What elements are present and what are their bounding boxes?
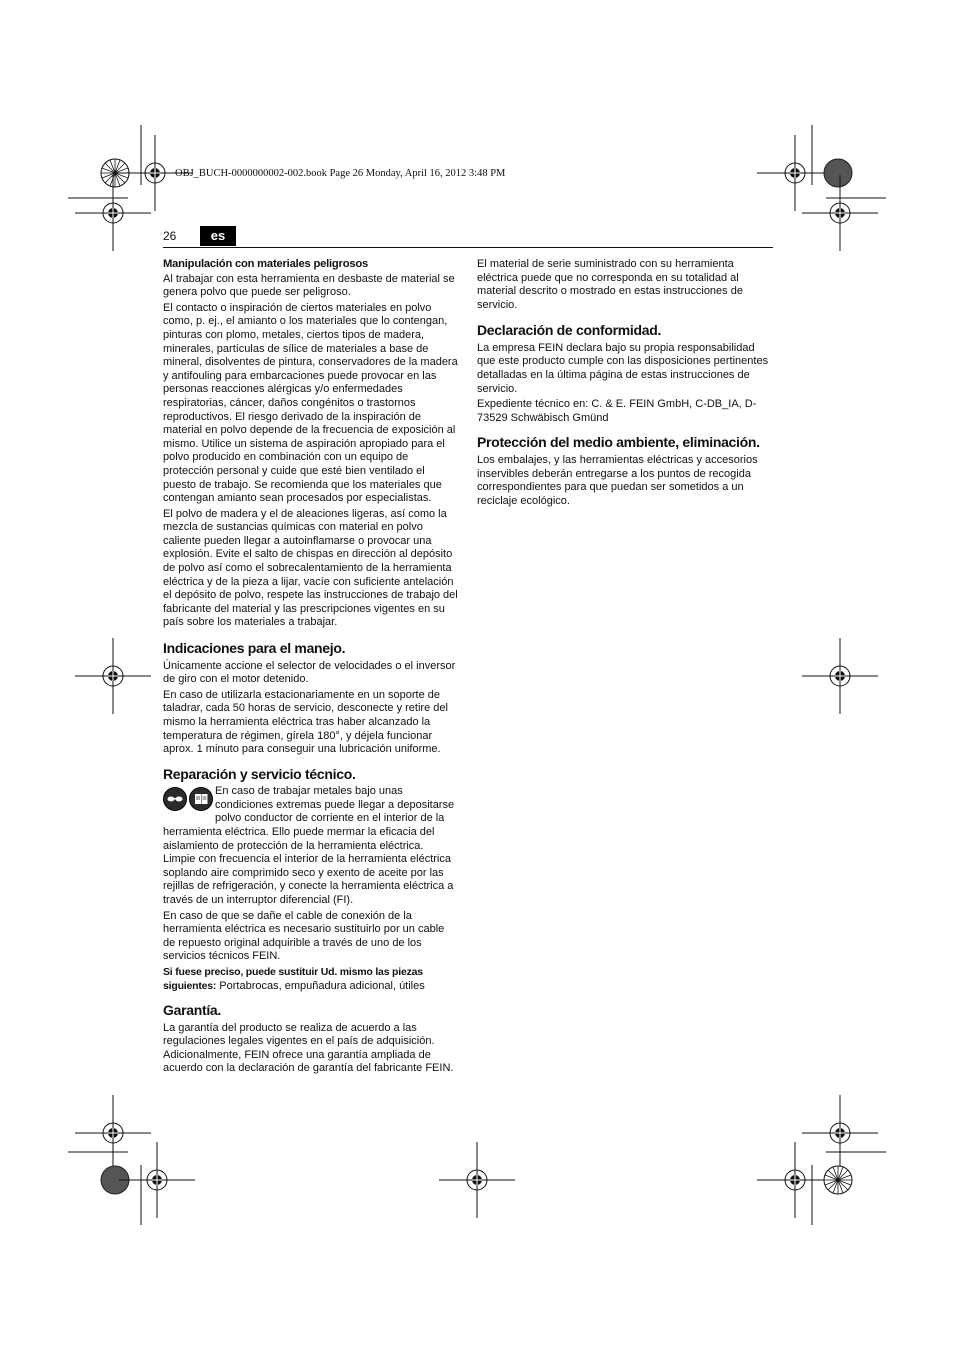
ambiente-heading: Protección del medio ambiente, eliminación. [477, 434, 760, 451]
page-number: 26 [163, 229, 177, 243]
manejo-heading: Indicaciones para el manejo. [163, 640, 346, 657]
materiales-heading: Manipulación con materiales peligrosos [163, 258, 369, 270]
manejo-p2: En caso de utilizarla estacionariamente en un soporte de taladrar, cada 50 horas de servicio, desconecte y retire del mismo la herramienta eléctrica tras haber alcanzado la temperatura de régimen, gírela 180°, y déjela funcionar aprox. 1 minuto para conseguir una lubricación uniforme. [163, 688, 448, 756]
reparacion-p3-bold: Si fuese preciso, puede sustituir Ud. mismo las piezas siguientes: [163, 965, 423, 992]
reparacion-icon-row [163, 785, 458, 907]
reparacion-p3 [163, 966, 458, 993]
reparacion-p3-text: Portabrocas, empuñadura adicional, útiles [216, 979, 425, 992]
materiales-p1: Al trabajar con esta herramienta en desbaste de material se genera polvo que puede ser peligroso. [163, 272, 455, 299]
conformidad-heading: Declaración de conformidad. [477, 322, 662, 339]
safety-icons [163, 785, 215, 813]
intro-paragraph: El material de serie suministrado con su herramienta eléctrica puede que no corresponda en su totalidad al material descrito o mostrado en estas instrucciones de servicio. [477, 258, 743, 311]
reparacion-p2: En caso de que se dañe el cable de conexión de la herramienta eléctrica es necesario sustituirlo por un cable de repuesto original adquirible a través de uno de los servicios técnicos FEIN. [163, 909, 445, 963]
manejo-p1: Únicamente accione el selector de velocidades o el inversor de giro con el motor detenido. [163, 659, 456, 686]
read-manual-icon [189, 787, 213, 811]
reparacion-p1: En caso de trabajar metales bajo unas condiciones extremas puede llegar a depositarse polvo conductor de corriente en el interior de la herramienta eléctrica. Ello puede mermar la eficacia del aislamiento de protección de la herramienta eléctrica. Limpie con frecuencia el interior de la herramienta eléctrica soplando aire comprimido seco y exento de aceite por las rejillas de refrigeración, y conecte la herramienta eléctrica a través de un interruptor diferencial (FI). [163, 785, 455, 906]
right-column [477, 258, 772, 510]
conformidad-p2: Expediente técnico en: C. & E. FEIN GmbH, C-DB_IA, D-73529 Schwäbisch Gmünd [477, 398, 757, 424]
reparacion-heading: Reparación y servicio técnico. [163, 765, 356, 782]
language-tab: es [200, 226, 236, 246]
header-rule [163, 247, 773, 248]
conformidad-p1: La empresa FEIN declara bajo su propia responsabilidad que este producto cumple con las disposiciones pertinentes detalladas en la última página de estas instrucciones de servicio. [477, 341, 769, 395]
left-column [163, 258, 458, 1078]
ambiente-p1: Los embalajes, y las herramientas eléctricas y accesorios inservibles deberán entregarse a los puntos de recogida correspondientes para que puedan ser sometidos a un reciclaje ecológico. [477, 453, 758, 507]
print-slug: OBJ_BUCH-0000000002-002.book Page 26 Monday, April 16, 2012 3:48 PM [175, 168, 506, 179]
garantia-p1: La garantía del producto se realiza de acuerdo a las regulaciones legales vigentes en el país de adquisición. Adicionalmente, FEIN ofrece una garantía ampliada de acuerdo con la declaración de garantía del fabricante FEIN. [163, 1021, 454, 1075]
garantia-heading: Garantía. [163, 1002, 221, 1019]
materiales-p3: El polvo de madera y el de aleaciones ligeras, así como la mezcla de sustancias químicas con material en polvo caliente pueden llegar a autoinflamarse o provocar una explosión. Evite el salto de chispas en dirección al depósito de polvo así como el sobrecalentamiento de la herramienta eléctrica y de la pieza a lijar, vacíe con suficiente antelación el depósito de polvo, respete las instrucciones de trabajo del fabricante del material y las prescripciones vigentes en su país sobre los materiales a trabajar. [163, 507, 458, 629]
materiales-p2: El contacto o inspiración de ciertos materiales en polvo como, p. ej., el amianto o los materiales que lo contengan, pinturas con plomo, metales, ciertos tipos de madera, minerales, partículas de sílice de materiales a base de mineral, disolventes de pintura, conservadores de la madera y antifouling para embarcaciones puede provocar en las personas reacciones alérgicas y/o enfermedades respiratorias, cáncer, daños congénitos o trastornos reproductivos. El riesgo derivado de la inspiración de material en polvo depende de la frecuencia de exposición al mismo. Utilice un sistema de aspiración apropiado para el polvo producido en combinación con un equipo de protección personal y cuide que esté bien ventilado el puesto de trabajo. Se recomienda que los materiales que contengan amianto sean procesados por especialistas. [163, 301, 458, 505]
safety-goggles-icon [163, 787, 187, 811]
